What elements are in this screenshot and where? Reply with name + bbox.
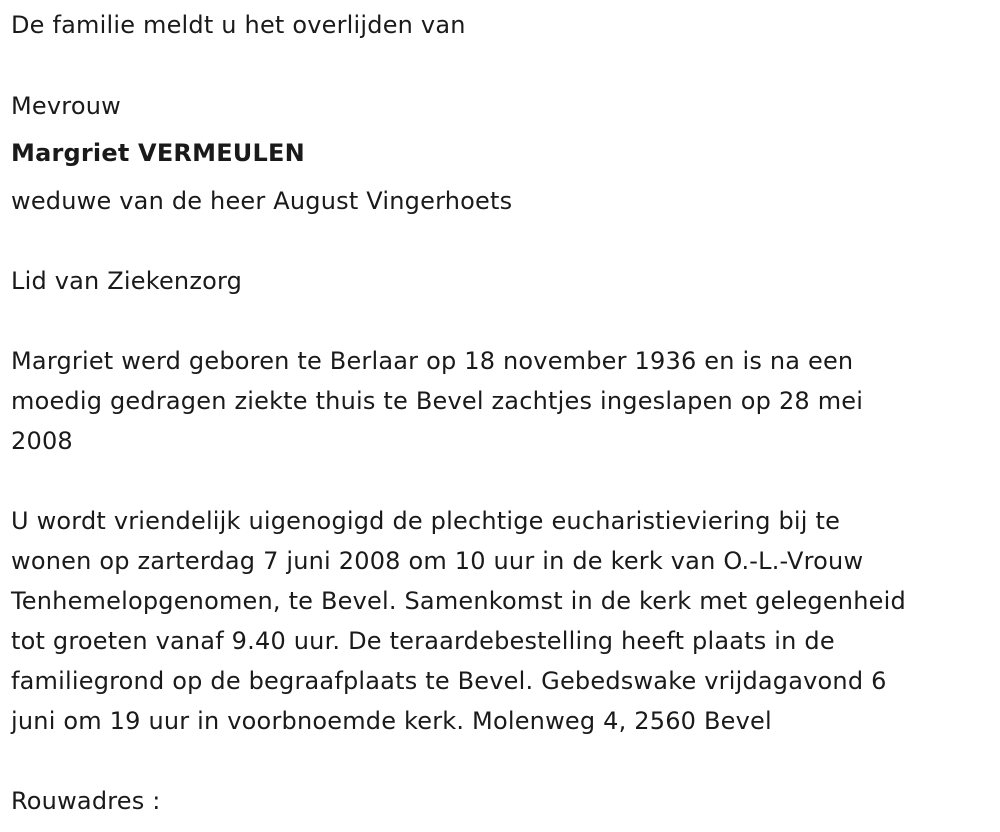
deceased-name: Margriet VERMEULEN [11, 139, 305, 167]
ceremony-line-6: juni om 19 uur in voorbnoemde kerk. Molenweg 4, 2560 Bevel [11, 707, 772, 735]
ceremony-line-2: wonen op zarterdag 7 juni 2008 om 10 uur in de kerk van O.-L.-Vrouw [11, 547, 864, 575]
ceremony-line-1: U wordt vriendelijk uigenogigd de plechtige eucharistieviering bij te [11, 507, 841, 535]
widow-of-text: weduwe van de heer August Vingerhoets [11, 187, 513, 215]
birth-death-line-3: 2008 [11, 427, 73, 455]
membership-text: Lid van Ziekenzorg [11, 267, 243, 295]
salutation: Mevrouw [11, 92, 121, 120]
birth-death-line-1: Margriet werd geboren te Berlaar op 18 november 1936 en is na een [11, 347, 854, 375]
intro-text: De familie meldt u het overlijden van [11, 11, 466, 39]
ceremony-line-5: familiegrond op de begraafplaats te Bevel. Gebedswake vrijdagavond 6 [11, 667, 887, 695]
mourning-address-label: Rouwadres : [11, 787, 161, 815]
ceremony-line-4: tot groeten vanaf 9.40 uur. De teraardebestelling heeft plaats in de [11, 627, 835, 655]
birth-death-line-2: moedig gedragen ziekte thuis te Bevel zachtjes ingeslapen op 28 mei [11, 387, 864, 415]
ceremony-line-3: Tenhemelopgenomen, te Bevel. Samenkomst in de kerk met gelegenheid [11, 587, 906, 615]
